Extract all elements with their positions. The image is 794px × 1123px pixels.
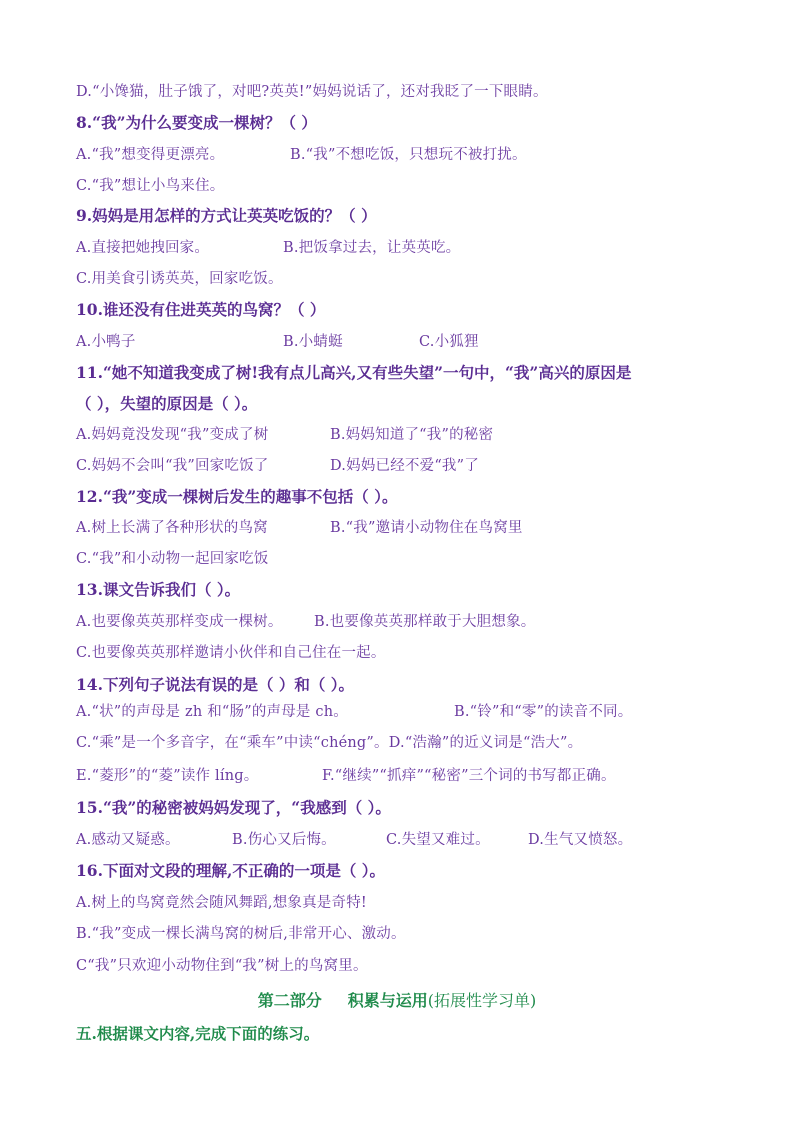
q13-option-a: A.也要像英英那样变成一棵树。 [76, 614, 283, 630]
q10-option-b: B.小蜻蜓 [283, 334, 343, 350]
q12-option-b: B.“我”邀请小动物住在鸟窝里 [330, 520, 523, 536]
question-16: 16.下面对文段的理解,不正确的一项是（ ）。 [76, 861, 386, 880]
q13-option-c: C.也要像英英那样邀请小伙伴和自己住在一起。 [76, 645, 386, 661]
q14-option-e: E.“菱形”的“菱”读作 línɡ。 [76, 768, 259, 784]
q16-option-c: C“我”只欢迎小动物住到“我”树上的鸟窝里。 [76, 958, 368, 974]
q8-option-a: A.“我”想变得更漂亮。 [76, 147, 225, 163]
q10-option-a: A.小鸭子 [76, 334, 136, 350]
q14-option-f: F.“继续”“抓痒”“秘密”三个词的书写都正确。 [322, 768, 616, 784]
q11-option-b: B.妈妈知道了“我”的秘密 [330, 427, 494, 443]
q8-option-c: C.“我”想让小鸟来住。 [76, 178, 225, 194]
section-heading [0, 990, 794, 1012]
question-11-line-1: 11.“她不知道我变成了树!我有点儿高兴,又有些失望”一句中，“我”高兴的原因是 [76, 363, 632, 382]
q9-option-c: C.用美食引诱英英，回家吃饭。 [76, 271, 283, 287]
q16-option-b: B.“我”变成一棵长满鸟窝的树后,非常开心、激动。 [76, 926, 406, 942]
question-13: 13.课文告诉我们（ ）。 [76, 580, 241, 599]
q9-option-a: A.直接把她拽回家。 [76, 240, 210, 256]
q10-option-c: C.小狐狸 [419, 334, 479, 350]
question-11-line-2: （ ），失望的原因是（ ）。 [76, 394, 258, 413]
q11-option-d: D.妈妈已经不爱“我”了 [330, 458, 479, 474]
question-8: 8.“我”为什么要变成一棵树？（ ） [76, 113, 317, 132]
q12-option-a: A.树上长满了各种形状的鸟窝 [76, 520, 268, 536]
section-title: 积累与运用 [347, 991, 428, 1010]
q15-option-c: C.失望又难过。 [386, 832, 490, 848]
q11-option-a: A.妈妈竟没发现“我”变成了树 [76, 427, 269, 443]
q14-options-c-d: C.“乘”是一个多音字，在“乘车”中读“chéng”。D.“浩瀚”的近义词是“浩大”。 [76, 735, 583, 751]
q9-option-b: B.把饭拿过去，让英英吃。 [283, 240, 461, 256]
q15-option-d: D.生气又愤怒。 [528, 832, 633, 848]
q15-option-b: B.伤心又后悔。 [232, 832, 336, 848]
q16-option-a: A.树上的鸟窝竟然会随风舞蹈,想象真是奇特! [76, 895, 367, 911]
q14-option-a: A.“状”的声母是 zh 和“肠”的声母是 ch。 [76, 704, 348, 720]
q12-option-c: C.“我”和小动物一起回家吃饭 [76, 551, 269, 567]
section-part: 第二部分 [257, 991, 322, 1010]
section-note: (拓展性学习单) [427, 991, 537, 1010]
question-5-heading: 五.根据课文内容,完成下面的练习。 [76, 1024, 320, 1043]
question-10: 10.谁还没有住进英英的鸟窝？（ ） [76, 300, 326, 319]
question-14: 14.下列句子说法有误的是（ ）和（ ）。 [76, 675, 355, 694]
q8-option-b: B.“我”不想吃饭，只想玩不被打扰。 [290, 147, 527, 163]
question-15: 15.“我”的秘密被妈妈发现了，“我感到（ ）。 [76, 798, 391, 817]
question-9: 9.妈妈是用怎样的方式让英英吃饭的？（ ） [76, 206, 377, 225]
q13-option-b: B.也要像英英那样敢于大胆想象。 [314, 614, 536, 630]
q15-option-a: A.感动又疑惑。 [76, 832, 180, 848]
q7-option-d: D.“小馋猫，肚子饿了，对吧?英英!”妈妈说话了，还对我眨了一下眼睛。 [76, 84, 548, 100]
q11-option-c: C.妈妈不会叫“我”回家吃饭了 [76, 458, 269, 474]
q14-option-b: B.“铃”和“零”的读音不同。 [454, 704, 633, 720]
question-12: 12.“我”变成一棵树后发生的趣事不包括（ ）。 [76, 487, 398, 506]
